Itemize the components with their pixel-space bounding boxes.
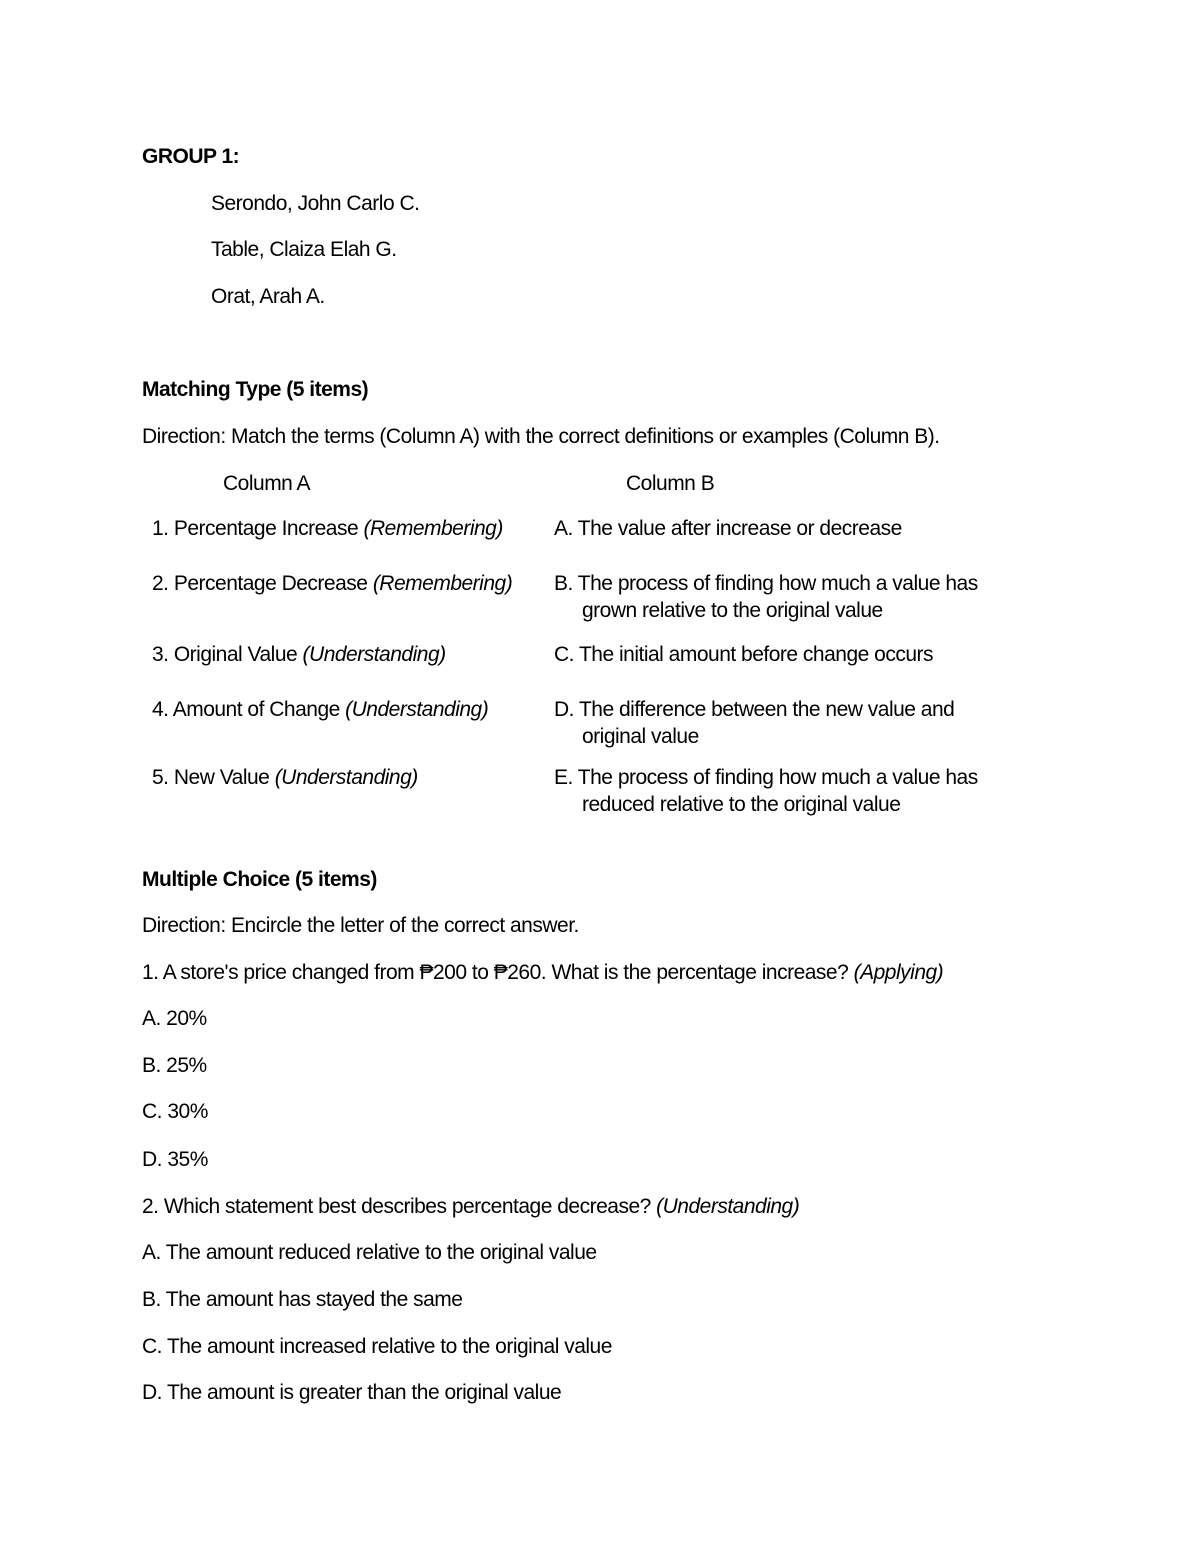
group-title: GROUP 1: bbox=[142, 145, 240, 168]
column-b-header: Column B bbox=[626, 472, 715, 495]
answer-option[interactable]: C. The amount increased relative to the original value bbox=[142, 1335, 612, 1358]
matching-definition: C. The initial amount before change occurs bbox=[554, 643, 934, 666]
answer-option[interactable]: D. 35% bbox=[142, 1148, 208, 1171]
matching-direction: Direction: Match the terms (Column A) with the correct definitions or examples (Column B). bbox=[142, 425, 940, 448]
matching-definition: E. The process of finding how much a value has bbox=[554, 766, 978, 789]
term-text: 2. Percentage Decrease bbox=[152, 572, 373, 595]
term-text: 5. New Value bbox=[152, 766, 275, 789]
matching-term bbox=[152, 516, 503, 542]
matching-definition: A. The value after increase or decrease bbox=[554, 517, 902, 540]
matching-definition-continued: reduced relative to the original value bbox=[582, 793, 901, 816]
term-text: 4. Amount of Change bbox=[152, 698, 346, 721]
multiple-choice-heading: Multiple Choice (5 items) bbox=[142, 868, 377, 891]
group-member: Orat, Arah A. bbox=[211, 285, 325, 308]
answer-option[interactable]: A. The amount reduced relative to the original value bbox=[142, 1241, 597, 1264]
column-a-header: Column A bbox=[223, 472, 311, 495]
question-stem bbox=[142, 960, 943, 986]
question-level: (Understanding) bbox=[656, 1195, 800, 1218]
answer-option[interactable]: C. 30% bbox=[142, 1100, 208, 1123]
term-text: 3. Original Value bbox=[152, 643, 303, 666]
term-level: (Understanding) bbox=[302, 643, 446, 666]
question-level: (Applying) bbox=[853, 961, 944, 984]
question-text: 2. Which statement best describes percentage decrease? bbox=[142, 1195, 657, 1218]
matching-definition: B. The process of finding how much a value has bbox=[554, 572, 978, 595]
matching-definition-continued: original value bbox=[582, 725, 699, 748]
term-level: (Understanding) bbox=[274, 766, 418, 789]
group-member: Serondo, John Carlo C. bbox=[211, 192, 420, 215]
term-level: (Remembering) bbox=[372, 572, 513, 595]
matching-definition-continued: grown relative to the original value bbox=[582, 599, 883, 622]
answer-option[interactable]: A. 20% bbox=[142, 1007, 207, 1030]
matching-term bbox=[152, 765, 418, 791]
answer-option[interactable]: D. The amount is greater than the original value bbox=[142, 1381, 562, 1404]
answer-option[interactable]: B. The amount has stayed the same bbox=[142, 1288, 463, 1311]
term-level: (Remembering) bbox=[363, 517, 503, 540]
matching-heading: Matching Type (5 items) bbox=[142, 378, 369, 401]
term-level: (Understanding) bbox=[345, 698, 489, 721]
multiple-choice-direction: Direction: Encircle the letter of the correct answer. bbox=[142, 914, 579, 937]
matching-term bbox=[152, 642, 446, 668]
matching-definition: D. The difference between the new value and bbox=[554, 698, 955, 721]
question-stem bbox=[142, 1194, 799, 1220]
matching-term bbox=[152, 697, 488, 723]
question-text: 1. A store's price changed from ₱200 to ₱260. What is the percentage increase? bbox=[142, 961, 854, 984]
matching-term bbox=[152, 571, 512, 597]
term-text: 1. Percentage Increase bbox=[152, 517, 364, 540]
group-member: Table, Claiza Elah G. bbox=[211, 238, 397, 261]
answer-option[interactable]: B. 25% bbox=[142, 1054, 207, 1077]
